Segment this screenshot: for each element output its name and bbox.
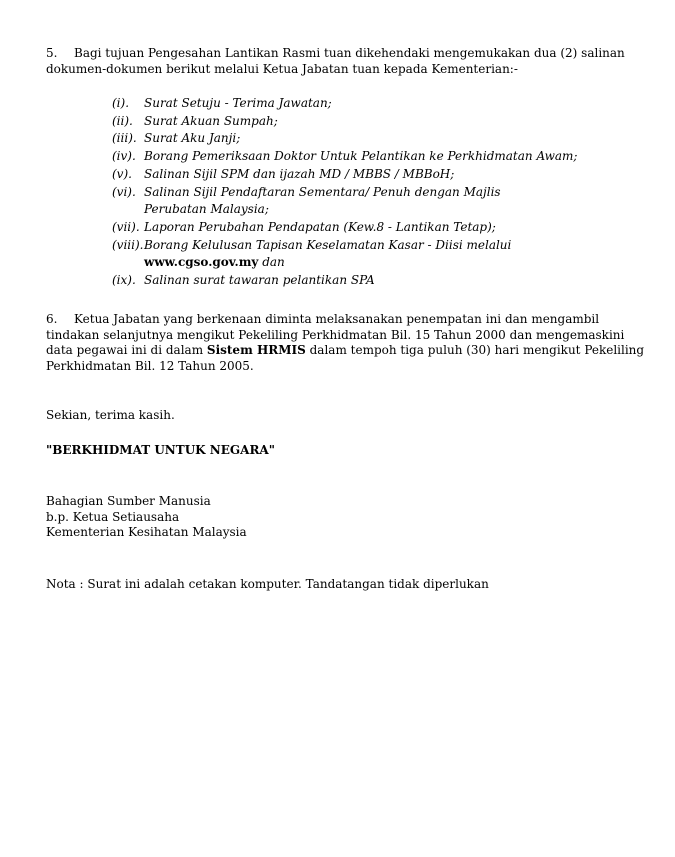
list-item-text: Surat Aku Janji;	[144, 131, 241, 146]
list-item-number: (i).	[112, 96, 130, 110]
signature-department: Bahagian Sumber Manusia	[46, 494, 211, 508]
signature-ministry: Kementerian Kesihatan Malaysia	[46, 525, 247, 539]
document-list	[112, 95, 582, 290]
list-item-text: Laporan Perubahan Pendapatan (Kew.8 - Lantikan Tetap);	[144, 219, 496, 234]
list-item-number: (iii).	[112, 131, 137, 146]
list-item-number: (viii).	[112, 237, 144, 252]
list-item-text: Surat Akuan Sumpah;	[144, 113, 278, 128]
list-item-text: Borang Pemeriksaan Doktor Untuk Pelantikan ke Perkhidmatan Awam;	[144, 149, 578, 164]
section-5-text: Bagi tujuan Pengesahan Lantikan Rasmi tuan dikehendaki mengemukakan dua (2) salinan dokumen-dokumen berikut melalui Ketua Jabatan tuan kepada Kementerian:-	[46, 46, 625, 76]
list-item-number: (vii).	[112, 219, 140, 234]
closing-text: Sekian, terima kasih.	[46, 408, 175, 422]
section-6-text-after: dalam tempoh tiga puluh (30) hari mengikut Pekeliling Perkhidmatan Bil. 12 Tahun 2005.	[46, 343, 645, 373]
list-item-text: Salinan Sijil SPM dan ijazah MD / MBBS / MBBoH;	[144, 166, 455, 181]
section-5-number: 5.	[46, 46, 58, 60]
section-6-text-before: Ketua Jabatan yang berkenaan diminta melaksanakan penempatan ini dan mengambil tindakan selanjutnya mengikut Pekeliling Perkhidmatan Bil. 15 Tahun 2000 dan mengemaskini data pegawai ini di dalam	[46, 312, 625, 357]
signature-on-behalf: b.p. Ketua Setiausaha	[46, 509, 180, 524]
list-item	[112, 237, 582, 272]
list-item-text-before: Borang Kelulusan Tapisan Keselamatan Kasar - Diisi melalui	[144, 237, 512, 252]
cgso-link[interactable]: www.cgso.gov.my	[144, 255, 259, 270]
list-item-text	[144, 237, 582, 272]
list-item-text: Salinan Sijil Pendaftaran Sementara/ Penuh dengan Majlis Perubatan Malaysia;	[144, 184, 501, 217]
list-item	[112, 219, 582, 237]
list-item	[112, 95, 582, 113]
section-5-paragraph	[46, 46, 646, 77]
list-item-number: (vi).	[112, 184, 136, 199]
list-item	[112, 148, 582, 166]
list-item	[112, 130, 582, 148]
list-item-number: (v).	[112, 166, 132, 181]
section-6-paragraph	[46, 312, 646, 374]
list-item-number: (iv).	[112, 149, 136, 164]
list-item-number: (ii).	[112, 113, 133, 128]
list-item	[112, 113, 582, 131]
computer-generated-note: Nota : Surat ini adalah cetakan komputer. Tandatangan tidak diperlukan	[46, 577, 489, 591]
list-item	[112, 184, 582, 219]
list-item	[112, 272, 582, 290]
list-item-number: (ix).	[112, 273, 136, 288]
list-item-text: Surat Setuju - Terima Jawatan;	[144, 96, 332, 110]
list-item-text: Salinan surat tawaran pelantikan SPA	[144, 273, 375, 288]
list-item-text-after: dan	[258, 255, 285, 270]
list-item	[112, 166, 582, 184]
section-6-number: 6.	[46, 312, 58, 326]
motto: "BERKHIDMAT UNTUK NEGARA"	[46, 443, 275, 457]
hrmis-system-name: Sistem HRMIS	[206, 343, 306, 357]
